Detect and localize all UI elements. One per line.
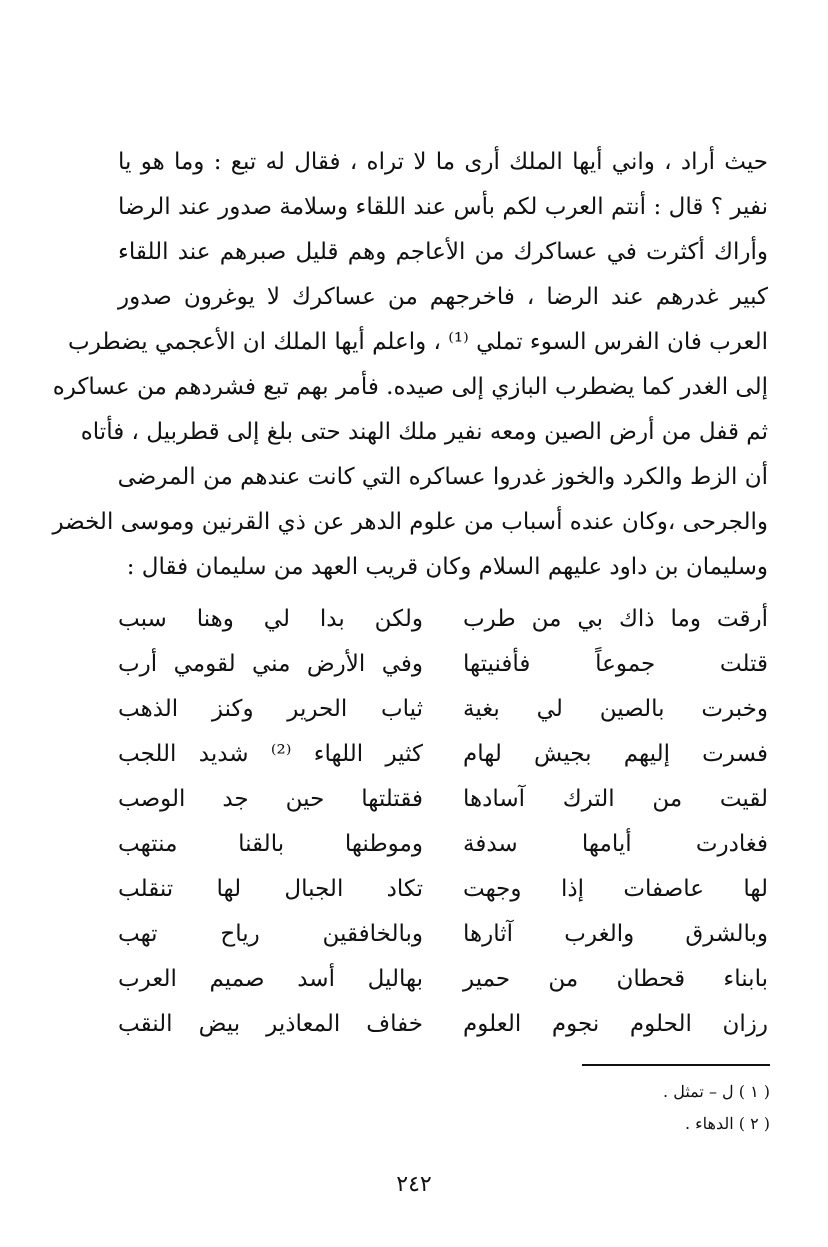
- verse-second-hemistich: كثير اللهاء ⁽²⁾ شديد اللجب: [118, 741, 423, 767]
- verse-first-hemistich: رزان الحلوم نجوم العلوم: [463, 1011, 768, 1037]
- verse-line: [118, 597, 768, 642]
- prose-line: كبير غدرهم عند الرضا ، فاخرجهم من عساكرك لا يوغرون صدور: [118, 284, 768, 310]
- verse-second-hemistich: فقتلتها حين جد الوصب: [118, 786, 423, 812]
- verse-first-hemistich: لقيت من الترك آسادها: [463, 786, 768, 812]
- verse-line: [118, 957, 768, 1002]
- prose-line: أن الزط والكرد والخوز غدروا عساكره التي كانت عندهم من المرضى: [117, 464, 768, 490]
- verse-second-hemistich: ثياب الحرير وكنز الذهب: [118, 696, 423, 722]
- verse-line: [118, 867, 768, 912]
- footnote-separator: [582, 1064, 770, 1066]
- verse-second-hemistich: وبالخافقين رياح تهب: [118, 921, 423, 947]
- footnote: ( ٢ ) الدهاء .: [684, 1114, 770, 1133]
- prose-line: نفير ؟ قال : أنتم العرب لكم بأس عند اللقاء وسلامة صدور عند الرضا: [118, 194, 768, 220]
- prose-line: وسليمان بن داود عليهم السلام وكان قريب العهد من سليمان فقال :: [126, 554, 768, 580]
- prose-line: إلى الغدر كما يضطرب البازي إلى صيده. فأمر بهم تبع فشردهم من عساكره: [52, 374, 768, 400]
- verse-second-hemistich: وموطنها بالقنا منتهب: [118, 831, 423, 857]
- verse-line: [118, 912, 768, 957]
- verse-second-hemistich: تكاد الجبال لها تنقلب: [118, 876, 423, 902]
- footnote: ( ١ ) ل – تمثل .: [663, 1082, 770, 1101]
- verse-line: [118, 642, 768, 687]
- verse-first-hemistich: بابناء قحطان من حمير: [463, 966, 768, 992]
- poem: [118, 597, 768, 1047]
- verse-first-hemistich: فغادرت أيامها سدفة: [463, 831, 768, 857]
- verse-line: [118, 822, 768, 867]
- verse-first-hemistich: فسرت إليهم بجيش لهام: [463, 741, 768, 767]
- verse-second-hemistich: خفاف المعاذير بيض النقب: [118, 1011, 423, 1037]
- prose-line: ثم قفل من أرض الصين ومعه نفير ملك الهند حتى بلغ إلى قطربيل ، فأتاه: [80, 419, 768, 445]
- verse-second-hemistich: ولكن بدا لي وهنا سبب: [118, 606, 423, 632]
- page-number: ٢٤٢: [396, 1172, 432, 1197]
- verse-first-hemistich: قتلت جموعاً فأفنيتها: [463, 651, 768, 677]
- prose-line: العرب فان الفرس السوء تملي ⁽¹⁾ ، واعلم أيها الملك ان الأعجمي يضطرب: [68, 329, 768, 355]
- verse-line: [118, 687, 768, 732]
- verse-first-hemistich: أرقت وما ذاك بي من طرب: [463, 606, 768, 632]
- prose-line: والجرحى ،وكان عنده أسباب من علوم الدهر عن ذي القرنين وموسى الخضر: [52, 509, 768, 535]
- prose-paragraph: [52, 140, 768, 590]
- verse-second-hemistich: بهاليل أسد صميم العرب: [118, 966, 423, 992]
- verse-first-hemistich: وخبرت بالصين لي بغية: [463, 696, 768, 722]
- footnotes: [560, 1076, 770, 1140]
- verse-line: [118, 777, 768, 822]
- verse-line: [118, 1002, 768, 1047]
- verse-first-hemistich: وبالشرق والغرب آثارها: [463, 921, 768, 947]
- verse-first-hemistich: لها عاصفات إذا وجهت: [463, 876, 768, 902]
- verse-line: [118, 732, 768, 777]
- prose-line: وأراك أكثرت في عساكرك من الأعاجم وهم قليل صبرهم عند اللقاء: [118, 239, 768, 265]
- verse-second-hemistich: وفي الأرض مني لقومي أرب: [118, 651, 423, 677]
- prose-line: حيث أراد ، واني أيها الملك أرى ما لا تراه ، فقال له تبع : وما هو يا: [118, 149, 768, 175]
